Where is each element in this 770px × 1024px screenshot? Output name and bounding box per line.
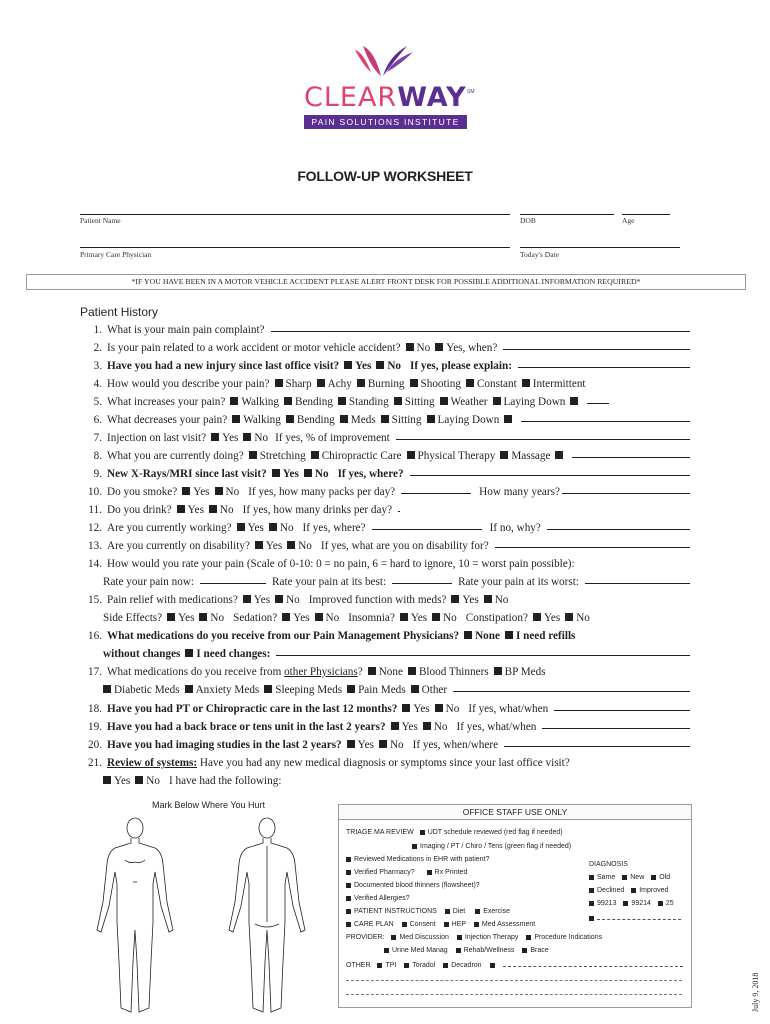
allergies-checkbox[interactable] xyxy=(346,896,351,901)
udt-checkbox[interactable] xyxy=(420,830,425,835)
q12-yes-checkbox[interactable] xyxy=(237,523,245,531)
question-1: 1. What is your main pain complaint? xyxy=(80,321,690,339)
careplan-checkbox[interactable] xyxy=(346,922,351,927)
office-row-pharmacy: Verified Pharmacy? Rx Printed xyxy=(343,869,467,876)
q17-other-line[interactable] xyxy=(453,681,690,692)
question-3: 3. Have you had a new injury since last office visit? Yes No If yes, please explain: xyxy=(80,357,690,375)
thinners-checkbox[interactable] xyxy=(346,883,351,888)
office-notes-line-2[interactable] xyxy=(346,994,682,995)
other-checkbox[interactable] xyxy=(490,963,495,968)
primary-care-label: Primary Care Physician xyxy=(80,250,152,259)
imaging-checkbox[interactable] xyxy=(412,844,417,849)
med-assessment-checkbox[interactable] xyxy=(474,922,479,927)
q16-changes-line[interactable] xyxy=(276,645,690,656)
q12-where-line[interactable] xyxy=(372,519,482,530)
q8-other-checkbox[interactable] xyxy=(555,451,563,459)
urine-med-checkbox[interactable] xyxy=(384,948,389,953)
q7-answer-line[interactable] xyxy=(396,429,690,440)
q6-meds-checkbox[interactable] xyxy=(340,415,348,423)
q16-changes-checkbox[interactable] xyxy=(185,649,193,657)
body-diagram[interactable] xyxy=(75,812,335,1022)
hep-checkbox[interactable] xyxy=(444,922,449,927)
decadron-checkbox[interactable] xyxy=(443,963,448,968)
new-checkbox[interactable] xyxy=(622,875,627,880)
q5-weather-checkbox[interactable] xyxy=(440,397,448,405)
q5-sitting-checkbox[interactable] xyxy=(394,397,402,405)
document-date: July 9, 2018 xyxy=(751,972,760,1012)
q15-no-checkbox[interactable] xyxy=(275,595,283,603)
q2-answer-line[interactable] xyxy=(503,339,690,350)
q21-yes-checkbox[interactable] xyxy=(103,776,111,784)
q7-no-checkbox[interactable] xyxy=(243,433,251,441)
q4-sharp-checkbox[interactable] xyxy=(275,379,283,387)
q5-standing-checkbox[interactable] xyxy=(338,397,346,405)
q14-pain-now-line[interactable] xyxy=(200,573,266,584)
q8-physical-therapy-checkbox[interactable] xyxy=(407,451,415,459)
body-back-figure xyxy=(229,818,305,1012)
q9-yes-checkbox[interactable] xyxy=(272,469,280,477)
q11-no-checkbox[interactable] xyxy=(209,505,217,513)
q14-pain-best-line[interactable] xyxy=(392,573,452,584)
q6-laying-down-checkbox[interactable] xyxy=(427,415,435,423)
q9-answer-line[interactable] xyxy=(410,465,690,476)
q8-chiropractic-checkbox[interactable] xyxy=(311,451,319,459)
q15-side-yes-checkbox[interactable] xyxy=(167,613,175,621)
q6-other-line[interactable] xyxy=(521,411,690,422)
q18-yes-checkbox[interactable] xyxy=(402,704,410,712)
q11-answer-line[interactable] xyxy=(398,501,400,512)
q15-side-no-checkbox[interactable] xyxy=(199,613,207,621)
office-row-provider: PROVIDER: Med Discussion Injection Therapy Procedure Indications xyxy=(346,934,603,941)
rx-printed-checkbox[interactable] xyxy=(427,870,432,875)
office-row-triage: TRIAGE MA REVIEW UDT schedule reviewed (red flag if needed) xyxy=(346,829,563,836)
q20-no-checkbox[interactable] xyxy=(379,740,387,748)
question-10: 10. Do you smoke? Yes No If yes, how many packs per day? How many years? xyxy=(80,483,690,501)
question-19: 19. Have you had a back brace or tens unit in the last 2 years? Yes No If yes, what/when xyxy=(80,718,690,736)
question-15-side-effects: Side Effects? Yes No Sedation? Yes No Insomnia? Yes No Constipation? Yes No xyxy=(103,612,590,624)
q15-sedation-yes-checkbox[interactable] xyxy=(282,613,290,621)
q17-diabetic-checkbox[interactable] xyxy=(103,685,111,693)
question-20: 20. Have you had imaging studies in the last 2 years? Yes No If yes, when/where xyxy=(80,736,690,754)
toradol-checkbox[interactable] xyxy=(404,963,409,968)
q8-massage-checkbox[interactable] xyxy=(500,451,508,459)
q14-pain-worst-line[interactable] xyxy=(585,573,690,584)
q4-achy-checkbox[interactable] xyxy=(317,379,325,387)
q6-walking-checkbox[interactable] xyxy=(232,415,240,423)
logo-trademark: SM xyxy=(467,89,475,95)
patient-name-label: Patient Name xyxy=(80,216,121,225)
dob-label: DOB xyxy=(520,216,536,225)
q2-no-checkbox[interactable] xyxy=(406,343,414,351)
other-dash-line[interactable] xyxy=(503,960,683,967)
q8-other-line[interactable] xyxy=(572,447,690,458)
procedure-indications-checkbox[interactable] xyxy=(526,935,531,940)
question-18: 18. Have you had PT or Chiropractic care in the last 12 months? Yes No If yes, what/when xyxy=(80,700,690,718)
rehab-checkbox[interactable] xyxy=(456,948,461,953)
reviewed-meds-checkbox[interactable] xyxy=(346,857,351,862)
office-row-other: OTHER TPI Toradol Decadron xyxy=(346,960,683,969)
q17-other-checkbox[interactable] xyxy=(411,685,419,693)
question-13: 13. Are you currently on disability? Yes No If yes, what are you on disability for? xyxy=(80,537,690,555)
code-25-checkbox[interactable] xyxy=(658,901,663,906)
question-17-line2: Diabetic Meds Anxiety Meds Sleeping Meds Pain Meds Other xyxy=(103,681,690,699)
question-21-line2: Yes No I have had the following: xyxy=(103,772,281,790)
q15-insomnia-no-checkbox[interactable] xyxy=(432,613,440,621)
logo-mark-icon xyxy=(349,42,419,82)
question-15: 15. Pain relief with medications? Yes No Improved function with meds? Yes No xyxy=(88,594,509,606)
q5-other-line[interactable] xyxy=(587,393,609,404)
question-16: 16. What medications do you receive from our Pain Management Physicians? None I need refills xyxy=(88,630,576,642)
brace-checkbox[interactable] xyxy=(522,948,527,953)
q15-function-no-checkbox[interactable] xyxy=(484,595,492,603)
same-checkbox[interactable] xyxy=(589,875,594,880)
office-row-allergies: Verified Allergies? xyxy=(343,895,410,902)
q3-no-checkbox[interactable] xyxy=(376,361,384,369)
q19-answer-line[interactable] xyxy=(542,718,690,729)
q20-yes-checkbox[interactable] xyxy=(347,740,355,748)
question-14: 14. How would you rate your pain (Scale of 0-10: 0 = no pain, 6 = hard to ignore, 10 = worst pain possible): xyxy=(88,558,575,570)
q18-answer-line[interactable] xyxy=(554,700,690,711)
q15-sedation-no-checkbox[interactable] xyxy=(315,613,323,621)
code-99214-checkbox[interactable] xyxy=(623,901,628,906)
question-21: 21. Review of systems: Have you had any new medical diagnosis or symptoms since your last office visit? xyxy=(88,757,570,769)
todays-date-field[interactable] xyxy=(520,247,680,248)
q1-answer-line[interactable] xyxy=(271,321,690,332)
diagnosis-row-2: Declined Improved xyxy=(586,887,668,894)
pharmacy-checkbox[interactable] xyxy=(346,870,351,875)
q17-bp-meds-checkbox[interactable] xyxy=(494,667,502,675)
question-14-ratings: Rate your pain now: Rate your pain at its best: Rate your pain at its worst: xyxy=(103,573,690,591)
q15-insomnia-yes-checkbox[interactable] xyxy=(400,613,408,621)
q10-years-line[interactable] xyxy=(562,483,690,494)
q21-no-checkbox[interactable] xyxy=(135,776,143,784)
q10-packs-line[interactable] xyxy=(401,483,471,494)
q12-no-checkbox[interactable] xyxy=(269,523,277,531)
q20-answer-line[interactable] xyxy=(504,736,690,747)
code-99213-checkbox[interactable] xyxy=(589,901,594,906)
age-label: Age xyxy=(622,216,635,225)
patient-history-heading: Patient History xyxy=(80,305,159,319)
diagnosis-other-line[interactable] xyxy=(597,913,681,920)
q16-refills-checkbox[interactable] xyxy=(505,631,513,639)
office-row-thinners: Documented blood thinners (flowsheet)? xyxy=(343,882,480,889)
body-front-figure xyxy=(97,818,173,1012)
declined-checkbox[interactable] xyxy=(589,888,594,893)
todays-date-label: Today's Date xyxy=(520,250,559,259)
q4-shooting-checkbox[interactable] xyxy=(410,379,418,387)
exercise-checkbox[interactable] xyxy=(475,909,480,914)
q5-bending-checkbox[interactable] xyxy=(284,397,292,405)
q9-no-checkbox[interactable] xyxy=(304,469,312,477)
dob-field[interactable] xyxy=(520,214,614,215)
q17-pain-meds-checkbox[interactable] xyxy=(347,685,355,693)
question-5: 5. What increases your pain? Walking Bending Standing Sitting Weather Laying Down xyxy=(80,393,690,411)
q18-no-checkbox[interactable] xyxy=(435,704,443,712)
office-row-imaging: Imaging / PT / Chiro / Tens (green flag if needed) xyxy=(409,843,571,850)
question-11: 11. Do you drink? Yes No If yes, how many drinks per day? xyxy=(80,501,690,519)
q17-none-checkbox[interactable] xyxy=(368,667,376,675)
q19-no-checkbox[interactable] xyxy=(423,722,431,730)
q8-stretching-checkbox[interactable] xyxy=(249,451,257,459)
q17-sleeping-checkbox[interactable] xyxy=(264,685,272,693)
patient-name-field[interactable] xyxy=(80,214,510,215)
q2-yes-checkbox[interactable] xyxy=(435,343,443,351)
q6-sitting-checkbox[interactable] xyxy=(381,415,389,423)
diagnosis-row-4 xyxy=(586,913,681,922)
question-2: 2. Is your pain related to a work accident or motor vehicle accident? No Yes, when? xyxy=(80,339,690,357)
diagnosis-row-3: 99213 99214 25 xyxy=(586,900,674,907)
question-12: 12. Are you currently working? Yes No If yes, where? If no, why? xyxy=(80,519,690,537)
office-row-instructions: PATIENT INSTRUCTIONS Diet Exercise xyxy=(343,908,510,915)
diagnosis-heading: DIAGNOSIS xyxy=(589,861,628,868)
q12-why-line[interactable] xyxy=(547,519,690,530)
office-staff-heading: OFFICE STAFF USE ONLY xyxy=(339,805,691,820)
age-field[interactable] xyxy=(622,214,670,215)
diagnosis-other-checkbox[interactable] xyxy=(589,916,594,921)
improved-checkbox[interactable] xyxy=(631,888,636,893)
q10-yes-checkbox[interactable] xyxy=(182,487,190,495)
q4-constant-checkbox[interactable] xyxy=(466,379,474,387)
q3-answer-line[interactable] xyxy=(518,357,690,368)
q15-constipation-yes-checkbox[interactable] xyxy=(533,613,541,621)
office-row-urine: Urine Med Manag Rehab/Wellness Brace xyxy=(381,947,549,954)
q5-other-checkbox[interactable] xyxy=(570,397,578,405)
q10-no-checkbox[interactable] xyxy=(215,487,223,495)
q16-none-checkbox[interactable] xyxy=(464,631,472,639)
q17-anxiety-checkbox[interactable] xyxy=(185,685,193,693)
office-row-reviewed: Reviewed Medications in EHR with patient? xyxy=(343,856,489,863)
mva-alert: *IF YOU HAVE BEEN IN A MOTOR VEHICLE ACCIDENT PLEASE ALERT FRONT DESK FOR POSSIBLE ADDITIONAL INFORMATION REQUIRED* xyxy=(26,274,746,290)
office-row-careplan: CARE PLAN Consent HEP Med Assessment xyxy=(343,921,535,928)
q13-answer-line[interactable] xyxy=(495,537,690,548)
med-discussion-checkbox[interactable] xyxy=(391,935,396,940)
diagnosis-row-1: Same New Old xyxy=(586,874,670,881)
question-6: 6. What decreases your pain? Walking Bending Meds Sitting Laying Down xyxy=(80,411,690,429)
question-17: 17. What medications do you receive from other Physicians? None Blood Thinners BP Meds xyxy=(88,666,546,678)
q15-function-yes-checkbox[interactable] xyxy=(451,595,459,603)
question-7: 7. Injection on last visit? Yes No If yes, % of improvement xyxy=(80,429,690,447)
consent-checkbox[interactable] xyxy=(402,922,407,927)
q15-yes-checkbox[interactable] xyxy=(243,595,251,603)
q3-yes-checkbox[interactable] xyxy=(344,361,352,369)
question-4: 4. How would you describe your pain? Sharp Achy Burning Shooting Constant Intermittent xyxy=(93,378,586,390)
page-title: FOLLOW-UP WORKSHEET xyxy=(297,168,473,184)
tpi-checkbox[interactable] xyxy=(377,963,382,968)
injection-therapy-checkbox[interactable] xyxy=(457,935,462,940)
q5-walking-checkbox[interactable] xyxy=(230,397,238,405)
q17-blood-thinners-checkbox[interactable] xyxy=(408,667,416,675)
q7-yes-checkbox[interactable] xyxy=(211,433,219,441)
q6-other-checkbox[interactable] xyxy=(504,415,512,423)
q4-intermittent-checkbox[interactable] xyxy=(522,379,530,387)
question-8: 8. What you are currently doing? Stretching Chiropractic Care Physical Therapy Massage xyxy=(80,447,690,465)
primary-care-field[interactable] xyxy=(80,247,510,248)
old-checkbox[interactable] xyxy=(651,875,656,880)
q5-laying-down-checkbox[interactable] xyxy=(493,397,501,405)
q13-no-checkbox[interactable] xyxy=(287,541,295,549)
q11-yes-checkbox[interactable] xyxy=(177,505,185,513)
office-notes-line-1[interactable] xyxy=(346,980,682,981)
q6-bending-checkbox[interactable] xyxy=(286,415,294,423)
q19-yes-checkbox[interactable] xyxy=(391,722,399,730)
logo-wordmark: CLEARWAY xyxy=(304,82,467,113)
q15-constipation-no-checkbox[interactable] xyxy=(565,613,573,621)
logo-tagline: PAIN SOLUTIONS INSTITUTE xyxy=(304,115,467,129)
instructions-checkbox[interactable] xyxy=(346,909,351,914)
question-9: 9. New X-Rays/MRI since last visit? Yes No If yes, where? xyxy=(80,465,690,483)
question-16-line2: without changes I need changes: xyxy=(103,645,690,663)
q4-burning-checkbox[interactable] xyxy=(357,379,365,387)
q13-yes-checkbox[interactable] xyxy=(255,541,263,549)
diet-checkbox[interactable] xyxy=(445,909,450,914)
mark-hurt-heading: Mark Below Where You Hurt xyxy=(152,800,266,810)
